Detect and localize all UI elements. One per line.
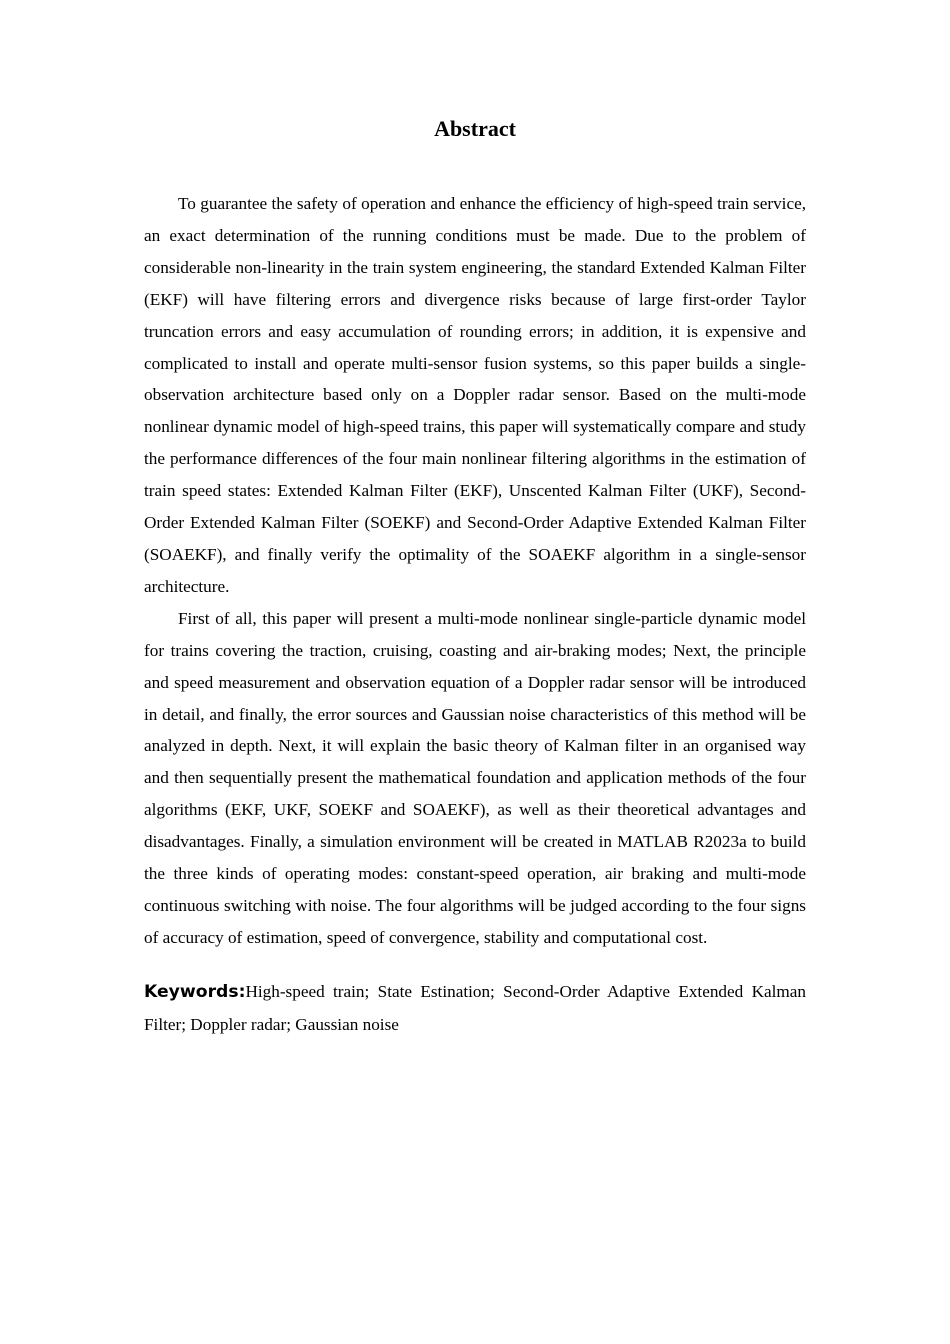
abstract-paragraph-2: First of all, this paper will present a multi-mode nonlinear single-particle dynamic model for trains covering the traction, cruising, coasting and air-braking modes; Next, the principle and speed measurement and observation equation of a Doppler radar sensor will be introduced in detail, and finally, the error sources and Gaussian noise characteristics of this method will be analyzed in depth. Next, it will explain the basic theory of Kalman filter in an organised way and then sequentially present the mathematical foundation and application methods of the four algorithms (EKF, UKF, SOEKF and SOAEKF), as well as their theoretical advantages and disadvantages. Finally, a simulation environment will be created in MATLAB R2023a to build the three kinds of operating modes: constant-speed operation, air braking and multi-mode continuous switching with noise. The four algorithms will be judged according to the four signs of accuracy of estimation, speed of convergence, stability and computational cost.: [144, 608, 806, 947]
abstract-page: [144, 114, 806, 1041]
keywords-list: High-speed train; State Estination; Second-Order Adaptive Extended Kalman Filter; Doppler radar; Gaussian noise: [144, 981, 806, 1034]
keywords-separator: :: [238, 981, 246, 1002]
keywords-label: Keywords: [144, 981, 239, 1002]
abstract-title: Abstract: [434, 116, 516, 141]
keywords-section: [144, 976, 806, 1041]
abstract-paragraph-1: To guarantee the safety of operation and enhance the efficiency of high-speed train service, an exact determination of the running conditions must be made. Due to the problem of considerable non-linearity in the train system engineering, the standard Extended Kalman Filter (EKF) will have filtering errors and divergence risks because of large first-order Taylor truncation errors and easy accumulation of rounding errors; in addition, it is expensive and complicated to install and operate multi-sensor fusion systems, so this paper builds a single-observation architecture based only on a Doppler radar sensor. Based on the multi-mode nonlinear dynamic model of high-speed trains, this paper will systematically compare and study the performance differences of the four main nonlinear filtering algorithms in the estimation of train speed states: Extended Kalman Filter (EKF), Unscented Kalman Filter (UKF), Second-Order Extended Kalman Filter (SOEKF) and Second-Order Adaptive Extended Kalman Filter (SOAEKF), and finally verify the optimality of the SOAEKF algorithm in a single-sensor architecture.: [144, 194, 806, 596]
